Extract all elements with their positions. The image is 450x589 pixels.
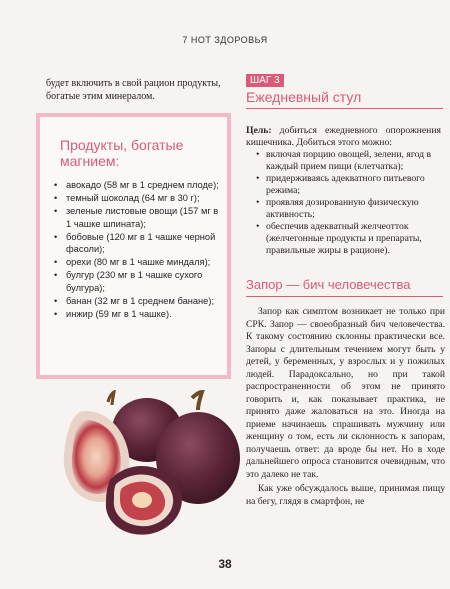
goal-block xyxy=(246,125,441,257)
running-header: 7 НОТ ЗДОРОВЬЯ xyxy=(182,35,268,45)
list-item: • авокадо (58 мг в 1 среднем плоде); xyxy=(50,179,220,191)
sidebar-title: Продукты, богатые магнием: xyxy=(60,137,184,169)
section-title: Запор — бич человечества xyxy=(246,277,411,292)
list-item: • зеленые листовые овощи (157 мг в 1 чашке шпината); xyxy=(50,205,220,229)
section-body xyxy=(246,306,445,508)
divider xyxy=(246,108,443,109)
step-badge: ШАГ 3 xyxy=(246,74,284,87)
list-item: • бобовые (120 мг в 1 чашке черной фасоли); xyxy=(50,231,220,255)
list-item: • обеспечив адекватный желчеотток (желчегонные продукты и препараты, правильные жиры в рационе). xyxy=(256,221,441,257)
step-title: Ежедневный стул xyxy=(246,89,362,105)
magnesium-foods-list xyxy=(50,179,220,321)
divider xyxy=(246,296,443,297)
list-item: • включая порцию овощей, зелени, ягод в каждый прием пищи (клетчатка); xyxy=(256,149,441,173)
list-item: • банан (32 мг в 1 среднем банане); xyxy=(50,295,220,307)
figs-illustration xyxy=(50,390,240,540)
list-item: • инжир (59 мг в 1 чашке). xyxy=(50,308,220,320)
paragraph: Запор как симптом возникает не только при СРК. Запор — своеобразный бич человечества. К такому состоянию склонны практически все. Запоры с длительным течением могут быть у детей, у беременных, у взрослых и у пожилых людей. Парадоксально, но при такой распространенности об этом не принято говорить и, как показывает практика, не принято даже жаловаться на это. Иногда на приеме начинаешь спрашивать мужчину или женщину о том, есть ли склонность к запорам, получаешь ответ: да вроде бы нет. Но в ходе дальнейшего опроса становится очевидным, что это далеко не так. xyxy=(246,306,445,480)
goal-paragraph xyxy=(246,125,441,149)
list-item: • проявляя дозированную физическую активность; xyxy=(256,197,441,221)
goal-text: добиться ежедневного опорожнения кишечника. Добиться этого можно: xyxy=(246,125,441,148)
goal-list xyxy=(246,149,441,257)
list-item: • орехи (80 мг в 1 чашке миндаля); xyxy=(50,256,220,268)
goal-label: Цель: xyxy=(246,125,272,136)
magnesium-sidebar-box xyxy=(36,113,231,379)
page-number: 38 xyxy=(218,557,232,571)
step-heading xyxy=(246,70,443,109)
list-item: • придерживаясь адекватного питьевого режима; xyxy=(256,173,441,197)
list-item: • темный шоколад (64 мг в 30 г); xyxy=(50,192,220,204)
list-item: • булгур (230 мг в 1 чашке сухого булгура); xyxy=(50,269,220,293)
paragraph: Как уже обсуждалось выше, принимая пищу на бегу, глядя в смартфон, не xyxy=(246,483,445,507)
intro-text: будет включить в свой рацион продукты, богатые этим минералом. xyxy=(46,78,221,102)
